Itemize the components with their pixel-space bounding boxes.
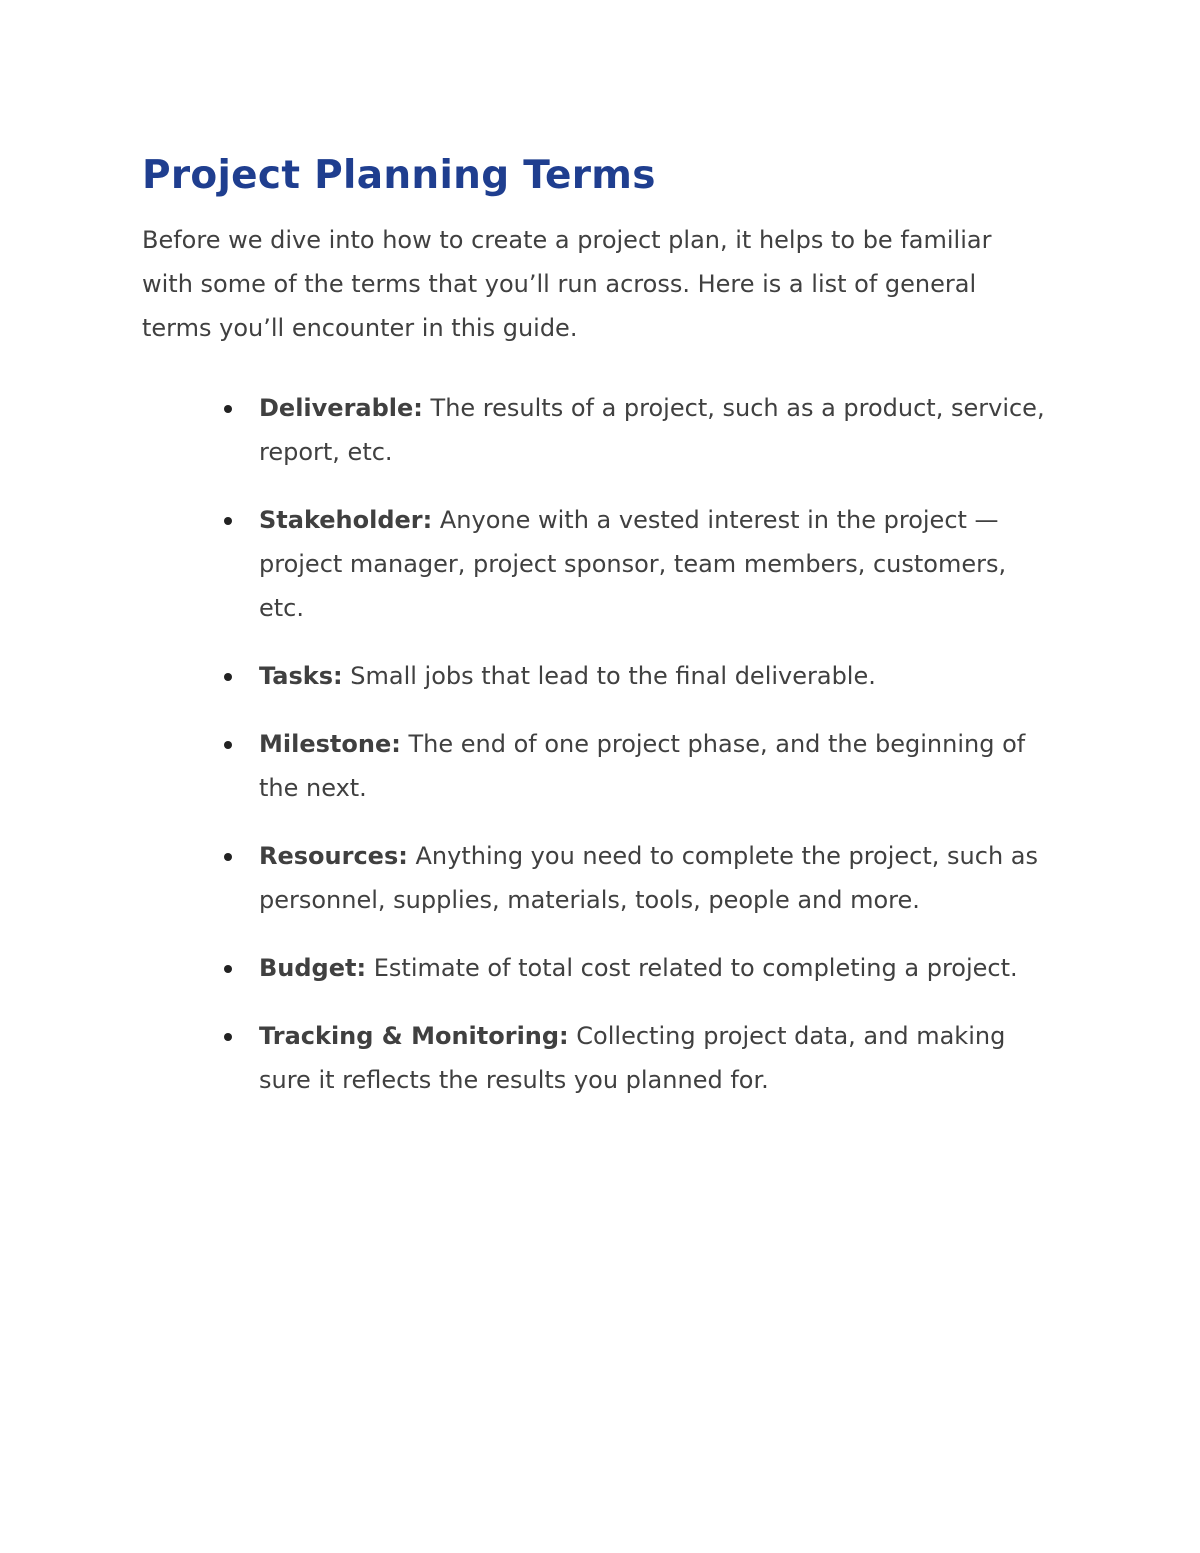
document-page: [142, 148, 1052, 1126]
bullet-icon: [224, 965, 232, 973]
term-definition: Estimate of total cost related to completing a project.: [373, 954, 1018, 982]
term-definition: The end of one project phase, and the beginning of the next.: [259, 730, 1026, 802]
term-label: Resources:: [259, 842, 408, 870]
bullet-icon: [224, 853, 232, 861]
list-item-resources: [142, 834, 1049, 922]
term-label: Deliverable:: [259, 394, 423, 422]
list-item-milestone: [142, 722, 1049, 810]
terms-list: [142, 386, 1052, 1102]
term-definition: Small jobs that lead to the final deliverable.: [350, 662, 876, 690]
bullet-icon: [224, 1033, 232, 1041]
term-label: Tracking & Monitoring:: [259, 1022, 569, 1050]
list-item-tracking-monitoring: [142, 1014, 1049, 1102]
term-label: Budget:: [259, 954, 367, 982]
bullet-icon: [224, 405, 232, 413]
list-item-budget: [142, 946, 1049, 990]
term-label: Tasks:: [259, 662, 343, 690]
list-item-deliverable: [142, 386, 1049, 474]
bullet-icon: [224, 517, 232, 525]
term-definition: Collecting project data, and making sure it reflects the results you planned for.: [259, 1022, 1006, 1094]
intro-paragraph: Before we dive into how to create a project plan, it helps to be familiar with some of the terms that you’ll run across. Here is a list of general terms you’ll encounter in this guide.: [142, 226, 992, 342]
list-item-stakeholder: [142, 498, 1049, 630]
term-definition: The results of a project, such as a product, service, report, etc.: [259, 394, 1045, 466]
term-label: Milestone:: [259, 730, 401, 758]
list-item-tasks: [142, 654, 1049, 698]
page-title: Project Planning Terms: [142, 153, 656, 198]
term-label: Stakeholder:: [259, 506, 433, 534]
bullet-icon: [224, 741, 232, 749]
term-definition: Anything you need to complete the project, such as personnel, supplies, materials, tools, people and more.: [259, 842, 1038, 914]
term-definition: Anyone with a vested interest in the project —project manager, project sponsor, team members, customers, etc.: [259, 506, 1007, 622]
bullet-icon: [224, 673, 232, 681]
